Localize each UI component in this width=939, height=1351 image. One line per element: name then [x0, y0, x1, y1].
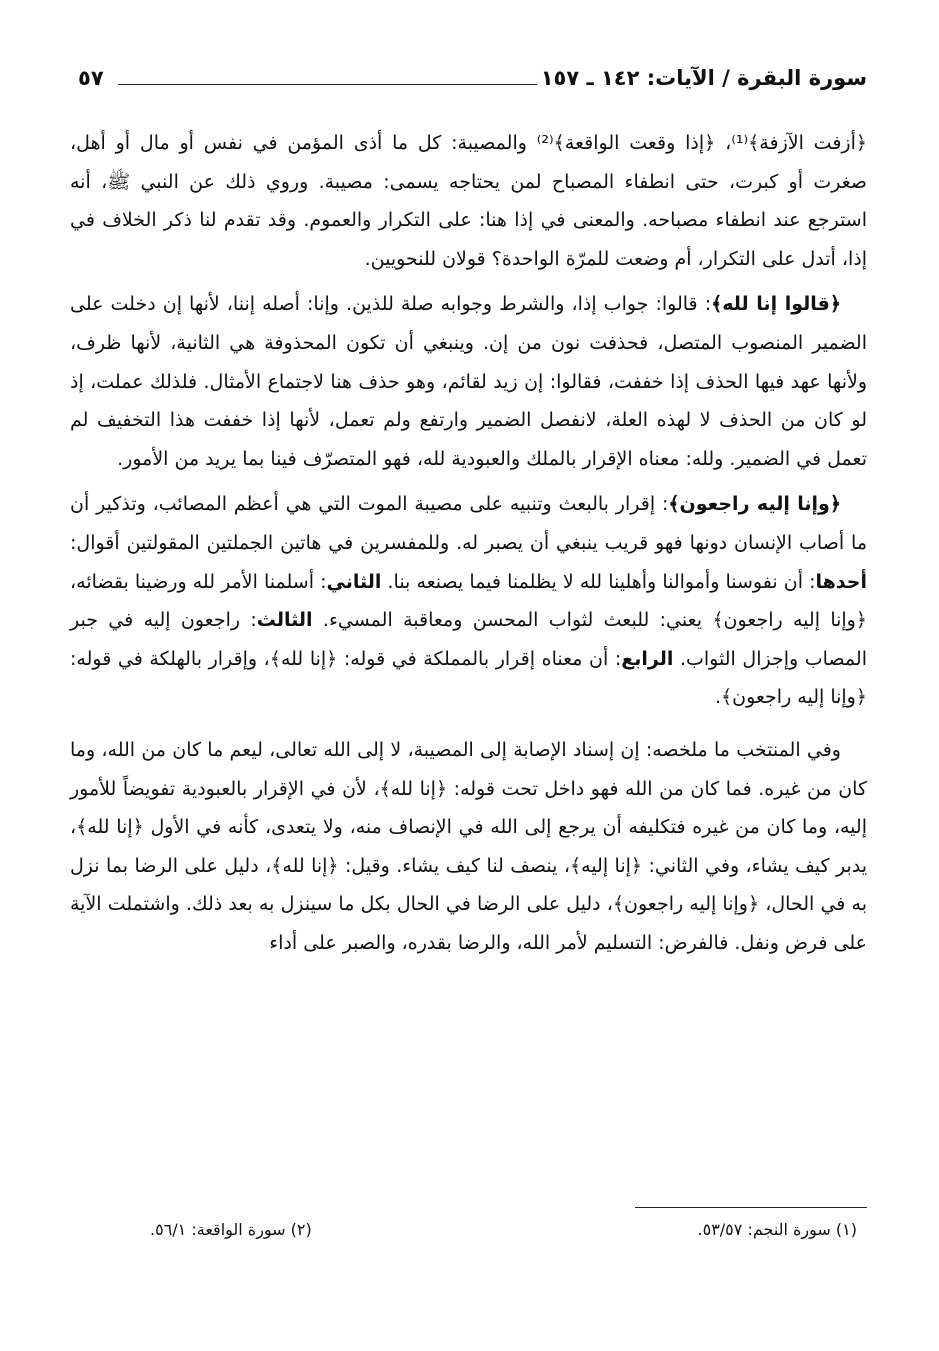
paragraph-text: وفي المنتخب ما ملخصه: إن إسناد الإصابة إلى المصيبة، لا إلى الله تعالى، ليعم ما كان من الله، وما كان من غيره. فما كان من الله فهو داخل تحت قوله: ﴿إنا لله﴾، لأن في الإقرار بالعبودية تفويضاً للأمور إليه، وما كان من غيره فتكليفه أن يرجع إلى الله في الإنصاف منه، ولا يتعدى، كأنه في الأول ﴿إنا لله﴾، يدبر كيف يشاء، وفي الثاني: ﴿إنا إليه﴾، ينصف لنا كيف يشاء. وقيل: ﴿إنا لله﴾، دليل على الرضا بما نزل به في الحال، ﴿وإنا إليه راجعون﴾، دليل على الرضا في الحال بكل ما سينزل به بعد ذلك. واشتملت الآية على فرض ونفل. فالفرض: التسليم لأمر الله، والرضا بقدره، والصبر على أداء	[70, 738, 867, 954]
quoted-verse: ﴿وإنا إليه راجعون﴾	[668, 493, 842, 516]
term-heading: الرابع	[621, 647, 674, 670]
footnote-2: (٢) سورة الواقعة: ٥٦/١.	[150, 1220, 312, 1239]
quoted-verse: ﴿قالوا إنا لله﴾	[711, 293, 841, 316]
header-title: سورة البقرة / الآيات: ١٤٢ ـ ١٥٧	[540, 66, 867, 90]
term-heading: الثاني	[326, 570, 382, 593]
footnote-1: (١) سورة النجم: ٥٣/٥٧.	[697, 1220, 857, 1239]
paragraph	[70, 485, 867, 717]
paragraph-text: : أن نفوسنا وأموالنا وأهلينا لله لا يظلمنا فيما يصنعه بنا.	[381, 570, 816, 593]
main-text	[70, 124, 867, 969]
paragraph	[70, 285, 867, 478]
footnote-rule	[635, 1207, 867, 1208]
paragraph	[70, 731, 867, 963]
paragraph-text: : أسلمنا الأمر لله ورضينا بقضائه، ﴿وإنا إليه راجعون﴾ يعني: للبعث لثواب المحسن ومعاقبة المسيء.	[70, 570, 867, 632]
page-number: ٥٧	[78, 66, 104, 90]
header-rule	[118, 84, 537, 85]
paragraph-text: : راجعون إليه في جبر المصاب وإجزال الثواب.	[70, 609, 867, 670]
footnotes	[150, 1220, 857, 1250]
paragraph-text: ﴿أزفت الآزفة﴾⁽¹⁾، ﴿إذا وقعت الواقعة﴾⁽²⁾ والمصيبة: كل ما أذى المؤمن في نفس أو مال أو أهل، صغرت أو كبرت، حتى انطفاء المصباح لمن يحتاجه يسمى: مصيبة. وروي ذلك عن النبي ﷺ، أنه استرجع عند انطفاء مصباحه. والمعنى في إذا هنا: على التكرار والعموم. وقد تقدم لنا ذكر الخلاف في إذا، أتدل على التكرار، أم وضعت للمرّة الواحدة؟ قولان للنحويين.	[70, 132, 867, 270]
paragraph-text: : أن معناه إقرار بالمملكة في قوله: ﴿إنا لله﴾، وإقرار بالهلكة في قوله: ﴿وإنا إليه راجعون﴾.	[70, 647, 867, 709]
paragraph-text: : قالوا: جواب إذا، والشرط وجوابه صلة للذين. وإنا: أصله إننا، لأنها إن دخلت على الضمير المنصوب المتصل، فحذفت نون من إن. وينبغي أن تكون المحذوفة هي الثانية، لأنها ظرف، ولأنها عهد فيها الحذف إذا خففت، فقالوا: إن زيد لقائم، وهو حذف هنا لاجتماع الأمثال. فلذلك عملت، إذ لو كان من الحذف لا لهذه العلة، لانفصل الضمير وارتفع ولم تعمل، لأنها إذا خففت هذا التخفيف لم تعمل في الضمير. ولله: معناه الإقرار بالملك والعبودية لله، فهو المتصرّف فينا بما يريد من الأمور.	[70, 293, 867, 470]
paragraph	[70, 124, 867, 278]
term-heading: الثالث	[256, 609, 313, 632]
running-header	[78, 66, 867, 98]
term-heading: أحدها	[815, 570, 867, 593]
paragraph-text: : إقرار بالبعث وتنبيه على مصيبة الموت التي هي أعظم المصائب، وتذكير أن ما أصاب الإنسان دونها فهو قريب ينبغي أن يصبر له. وللمفسرين في هاتين الجملتين المقولتين أقوال:	[70, 493, 867, 554]
